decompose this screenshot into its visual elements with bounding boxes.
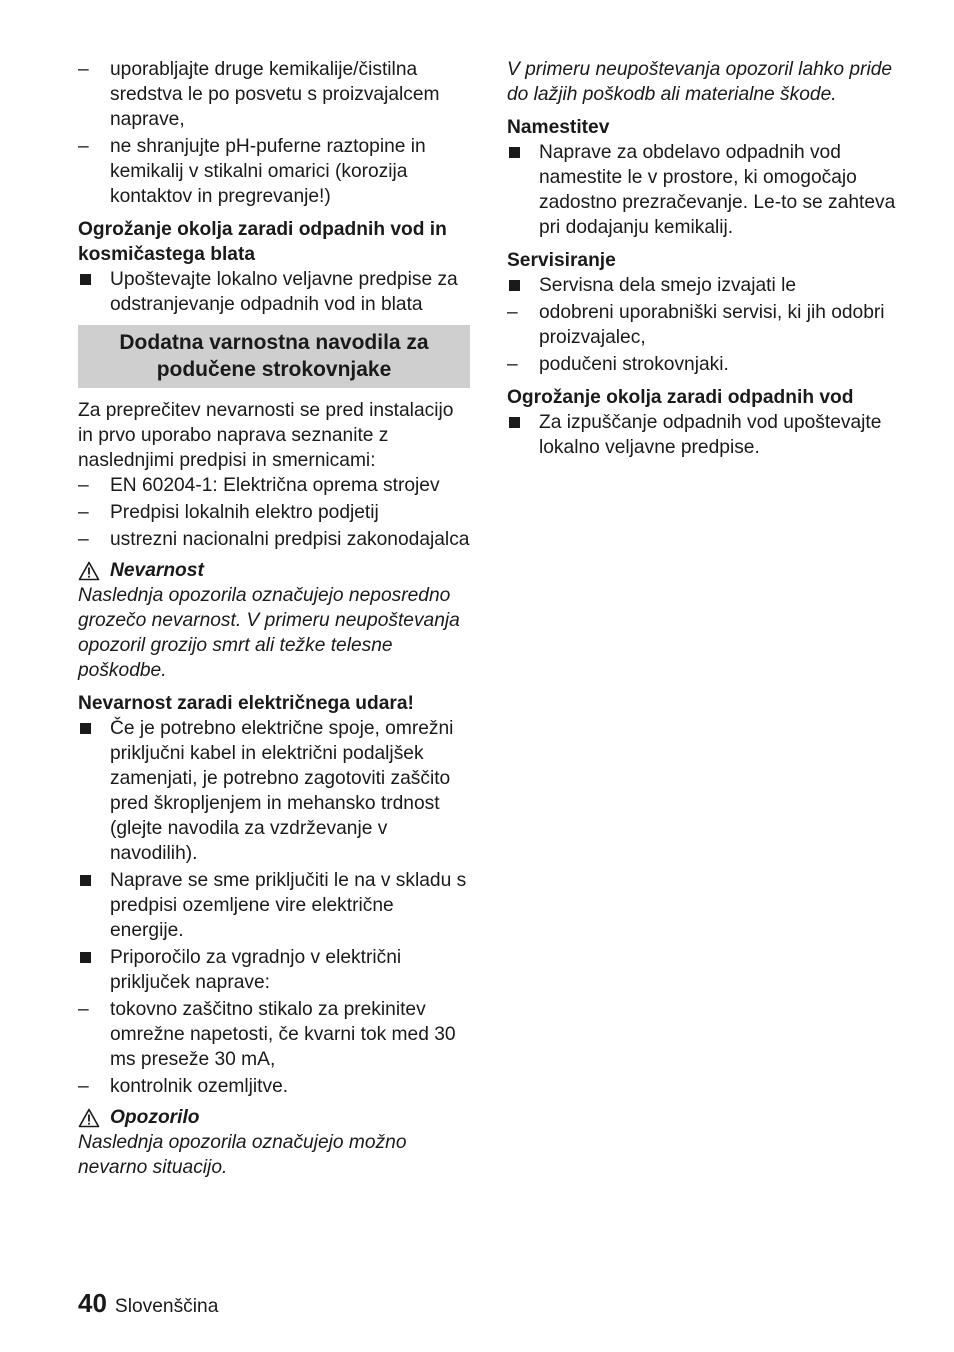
warning-text: Naslednja opozorila označujejo možno nevarno situacijo. bbox=[78, 1132, 407, 1178]
dash-marker: – bbox=[507, 354, 518, 375]
bullet-item: Naprave za obdelavo odpadnih vod namestite le v prostore, ki omogočajo zadostno prezračevanje. Le-to se zahteva pri dodajanju kemikalij. bbox=[507, 140, 907, 240]
dash-marker: – bbox=[507, 302, 518, 323]
page-number: 40 bbox=[78, 1288, 107, 1318]
square-bullet-icon bbox=[80, 952, 91, 963]
bullet-item: Če je potrebno električne spoje, omrežni priključni kabel in električni podaljšek zamenjati, je potrebno zagotoviti zaščito pred škropljenjem in mehansko trdnost (glejte navodila za vzdrževanje v navodilih). bbox=[78, 716, 470, 866]
bullet-item: Naprave se sme priključiti le na v skladu s predpisi ozemljene vire električne energije. bbox=[78, 868, 470, 943]
dash-marker: – bbox=[78, 529, 89, 550]
list-item: – ustrezni nacionalni predpisi zakonodajalca bbox=[78, 529, 470, 550]
dash-marker: – bbox=[78, 136, 89, 157]
list-item: – ne shranjujte pH-puferne raztopine in kemikalij v stikalni omarici (korozija kontaktov in pregrevanje!) bbox=[78, 136, 426, 207]
section-heading: Servisiranje bbox=[507, 250, 616, 271]
square-bullet-icon bbox=[80, 875, 91, 886]
square-bullet-icon bbox=[509, 280, 520, 291]
bullet-item: Priporočilo za vgradnjo v električni priključek naprave: bbox=[78, 945, 470, 995]
language-label: Slovenščina bbox=[114, 1296, 219, 1317]
danger-label: Nevarnost bbox=[78, 558, 470, 583]
list-item: – Predpisi lokalnih elektro podjetij bbox=[78, 502, 379, 523]
danger-text: Naslednja opozorila označujejo neposredno grozečo nevarnost. V primeru neupoštevanja opozoril grozijo smrt ali težke telesne poškodbe. bbox=[78, 585, 460, 681]
dash-marker: – bbox=[78, 59, 89, 80]
intro-paragraph: Za preprečitev nevarnosti se pred instalacijo in prvo uporabo naprava seznanite z naslednjimi predpisi in smernicami: bbox=[78, 400, 454, 471]
dash-marker: – bbox=[78, 502, 89, 523]
list-item: – odobreni uporabniški servisi, ki jih odobri proizvajalec, bbox=[507, 302, 885, 348]
section-heading: Ogrožanje okolja zaradi odpadnih vod bbox=[507, 387, 854, 408]
warning-triangle-icon bbox=[78, 561, 100, 581]
section-heading: Ogrožanje okolja zaradi odpadnih vod in kosmičastega blata bbox=[78, 219, 447, 265]
page-footer bbox=[78, 1288, 218, 1319]
square-bullet-icon bbox=[80, 723, 91, 734]
bullet-item: Servisna dela smejo izvajati le bbox=[507, 273, 907, 298]
dash-marker: – bbox=[78, 1076, 89, 1097]
dash-marker: – bbox=[78, 999, 89, 1020]
list-item: – uporabljajte druge kemikalije/čistilna sredstva le po posvetu s proizvajalcem naprave, bbox=[78, 59, 440, 130]
right-column bbox=[507, 57, 907, 462]
section-heading: Namestitev bbox=[507, 117, 610, 138]
square-bullet-icon bbox=[80, 274, 91, 285]
list-item: – tokovno zaščitno stikalo za prekinitev omrežne napetosti, če kvarni tok med 30 ms preseže 30 mA, bbox=[78, 999, 456, 1070]
bullet-item: Za izpuščanje odpadnih vod upoštevajte lokalno veljavne predpise. bbox=[507, 410, 907, 460]
square-bullet-icon bbox=[509, 147, 520, 158]
list-item: – EN 60204-1: Električna oprema strojev bbox=[78, 475, 440, 496]
left-column bbox=[78, 57, 470, 1180]
warning-triangle-icon bbox=[78, 1108, 100, 1128]
section-title-box: Dodatna varnostna navodila za podučene strokovnjake bbox=[78, 325, 470, 388]
warning-label: Opozorilo bbox=[78, 1105, 470, 1130]
section-heading: Nevarnost zaradi električnega udara! bbox=[78, 693, 414, 714]
warning-consequence-text: V primeru neupoštevanja opozoril lahko pride do lažjih poškodb ali materialne škode. bbox=[507, 59, 893, 105]
list-item: – kontrolnik ozemljitve. bbox=[78, 1076, 289, 1097]
dash-marker: – bbox=[78, 475, 89, 496]
list-item: – podučeni strokovnjaki. bbox=[507, 354, 729, 375]
square-bullet-icon bbox=[509, 417, 520, 428]
bullet-item: Upoštevajte lokalno veljavne predpise za odstranjevanje odpadnih vod in blata bbox=[78, 267, 470, 317]
